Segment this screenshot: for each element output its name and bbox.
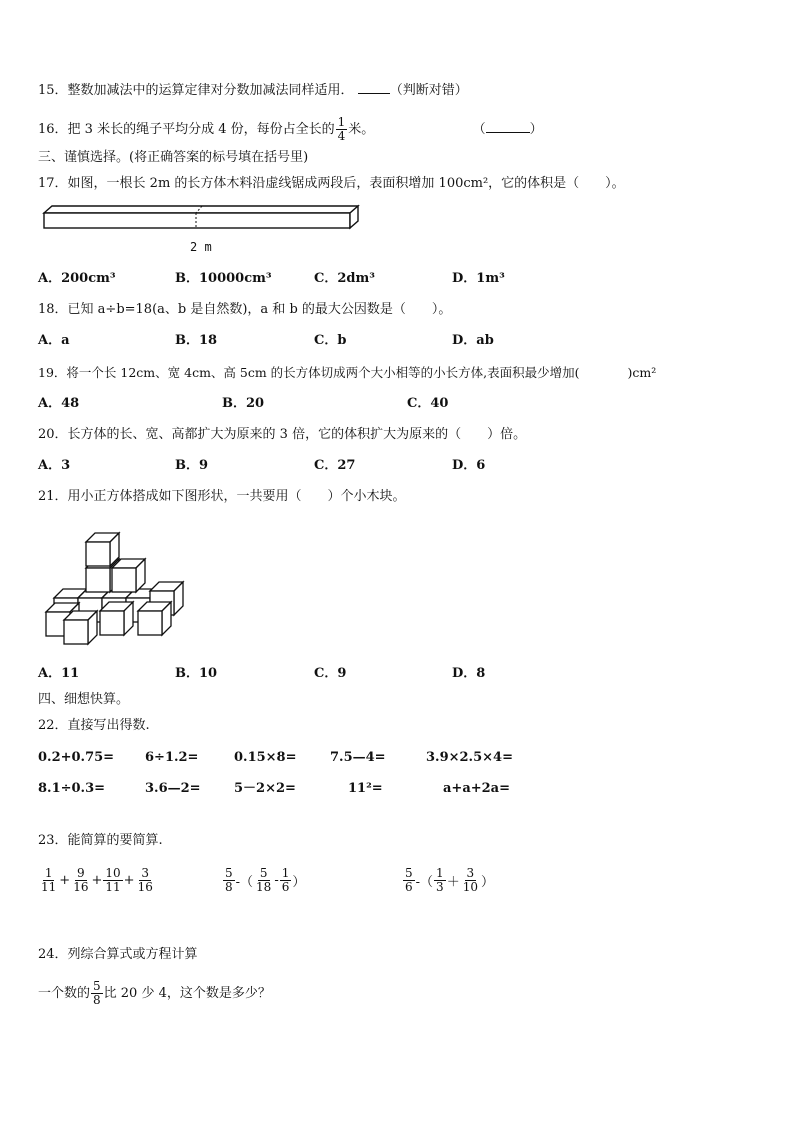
expression-1: $\frac{1}{11}$ + $\frac{9}{16}$ + $\frac{10}{11}$ + $\frac{3}{16}$ [41, 866, 153, 894]
question-number: 17． [38, 176, 68, 191]
cube [64, 611, 97, 644]
question-text-end: 比 20 少 4，这个数是多少？ [103, 986, 271, 1001]
question-text: 用小正方体搭成如下图形状，一共要用（ ）个小木块。 [67, 489, 406, 504]
question-text: 整数加减法中的运算定律对分数加减法同样适用． [67, 83, 354, 98]
question-15 [38, 83, 468, 99]
calc-item: a+a+2a= [443, 781, 510, 796]
option-a[interactable]: A．3 [38, 458, 71, 473]
option-c[interactable]: C．27 [314, 458, 356, 473]
option-d[interactable]: D．6 [452, 458, 486, 473]
question-text: 已知 a÷b=18(a、b 是自然数)，a 和 b 的最大公因数是（ ）。 [67, 302, 452, 317]
question-number: 15． [38, 83, 68, 98]
question-number: 21． [38, 489, 68, 504]
calc-item: 8.1÷0.3= [38, 781, 106, 796]
question-text: 长方体的长、宽、高都扩大为原来的 3 倍，它的体积扩大为原来的（ ）倍。 [67, 427, 527, 442]
option-a[interactable]: A．a [38, 333, 70, 348]
expression-2: $\frac{5}{8}$ -（ $\frac{5}{18}$ - $\frac{1}{6}$ ） [225, 866, 306, 894]
paren-left: （ [472, 122, 486, 137]
option-b[interactable]: B．9 [175, 458, 209, 473]
question-17 [38, 176, 625, 192]
section-4-heading: 四、细想快算。 [38, 692, 130, 707]
question-text: 列综合算式或方程计算 [67, 947, 198, 962]
question-text: 能简算的要简算. [67, 833, 163, 848]
cube [100, 602, 133, 635]
question-23 [38, 833, 163, 849]
question-24 [38, 947, 198, 963]
question-text: 把 3 米长的绳子平均分成 4 份，每份占全长的 [67, 122, 335, 137]
calc-item: 5－2×2= [234, 781, 296, 796]
option-a[interactable]: A．48 [38, 396, 80, 411]
question-number: 22． [38, 718, 68, 733]
question-24-body [38, 980, 271, 1007]
cube [112, 559, 145, 592]
option-c[interactable]: C．b [314, 333, 347, 348]
option-b[interactable]: B．18 [175, 333, 218, 348]
option-c[interactable]: C．9 [314, 666, 347, 681]
option-b[interactable]: B．10 [175, 666, 218, 681]
option-d[interactable]: D．1m³ [452, 271, 505, 286]
question-21 [38, 489, 406, 505]
question-number: 19． [38, 365, 67, 380]
cube [138, 602, 171, 635]
question-19 [38, 365, 656, 381]
option-c[interactable]: C．40 [407, 396, 449, 411]
fraction: $\frac{5}{8}$ [93, 979, 101, 1007]
question-number: 23． [38, 833, 68, 848]
fraction: $\frac{1}{4}$ [337, 115, 346, 143]
question-text: 将一个长 12cm、宽 4cm、高 5cm 的长方体切成两个大小相等的小长方体,表面积最少增加( [66, 365, 580, 380]
question-tail: )cm² [627, 365, 657, 380]
question-16 [38, 116, 543, 143]
question-number: 16． [38, 122, 68, 137]
figure-length-label: 2 m [190, 240, 212, 254]
question-text-end: 米。 [348, 122, 375, 137]
option-b[interactable]: B．10000cm³ [175, 271, 272, 286]
question-text: 直接写出得数. [67, 718, 150, 733]
calc-item: 3.6—2= [145, 781, 201, 796]
cube-stack-figure [40, 525, 190, 650]
expression-3: $\frac{5}{6}$ -（ $\frac{1}{3}$ ＋ $\frac{3}{10}$ ） [405, 866, 494, 894]
answer-blank[interactable] [486, 132, 530, 133]
option-d[interactable]: D．8 [452, 666, 486, 681]
question-number: 24． [38, 947, 68, 962]
option-b[interactable]: B．20 [222, 396, 265, 411]
answer-blank[interactable] [358, 93, 390, 94]
calc-item: 6÷1.2= [145, 750, 199, 765]
calc-item: 3.9×2.5×4= [426, 750, 513, 765]
paren-right: ） [529, 122, 543, 137]
calc-item: 0.15×8= [234, 750, 297, 765]
calc-item: 11²= [348, 781, 383, 796]
option-c[interactable]: C．2dm³ [314, 271, 375, 286]
question-number: 20． [38, 427, 68, 442]
question-text: 如图，一根长 2m 的长方体木料沿虚线锯成两段后，表面积增加 100cm²，它的体积是（ ）。 [67, 176, 625, 191]
option-a[interactable]: A．11 [38, 666, 80, 681]
cube [86, 533, 119, 566]
calc-item: 7.5—4= [330, 750, 386, 765]
question-number: 18． [38, 302, 68, 317]
section-3-heading: 三、谨慎选择。(将正确答案的标号填在括号里) [38, 150, 309, 165]
option-d[interactable]: D．ab [452, 333, 494, 348]
question-22 [38, 718, 150, 734]
option-a[interactable]: A．200cm³ [38, 271, 116, 286]
question-tail: （判断对错） [389, 83, 468, 98]
question-20 [38, 427, 526, 443]
wood-beam-figure [40, 204, 370, 264]
question-text: 一个数的 [38, 986, 91, 1001]
question-18 [38, 302, 451, 318]
calc-item: 0.2+0.75= [38, 750, 115, 765]
